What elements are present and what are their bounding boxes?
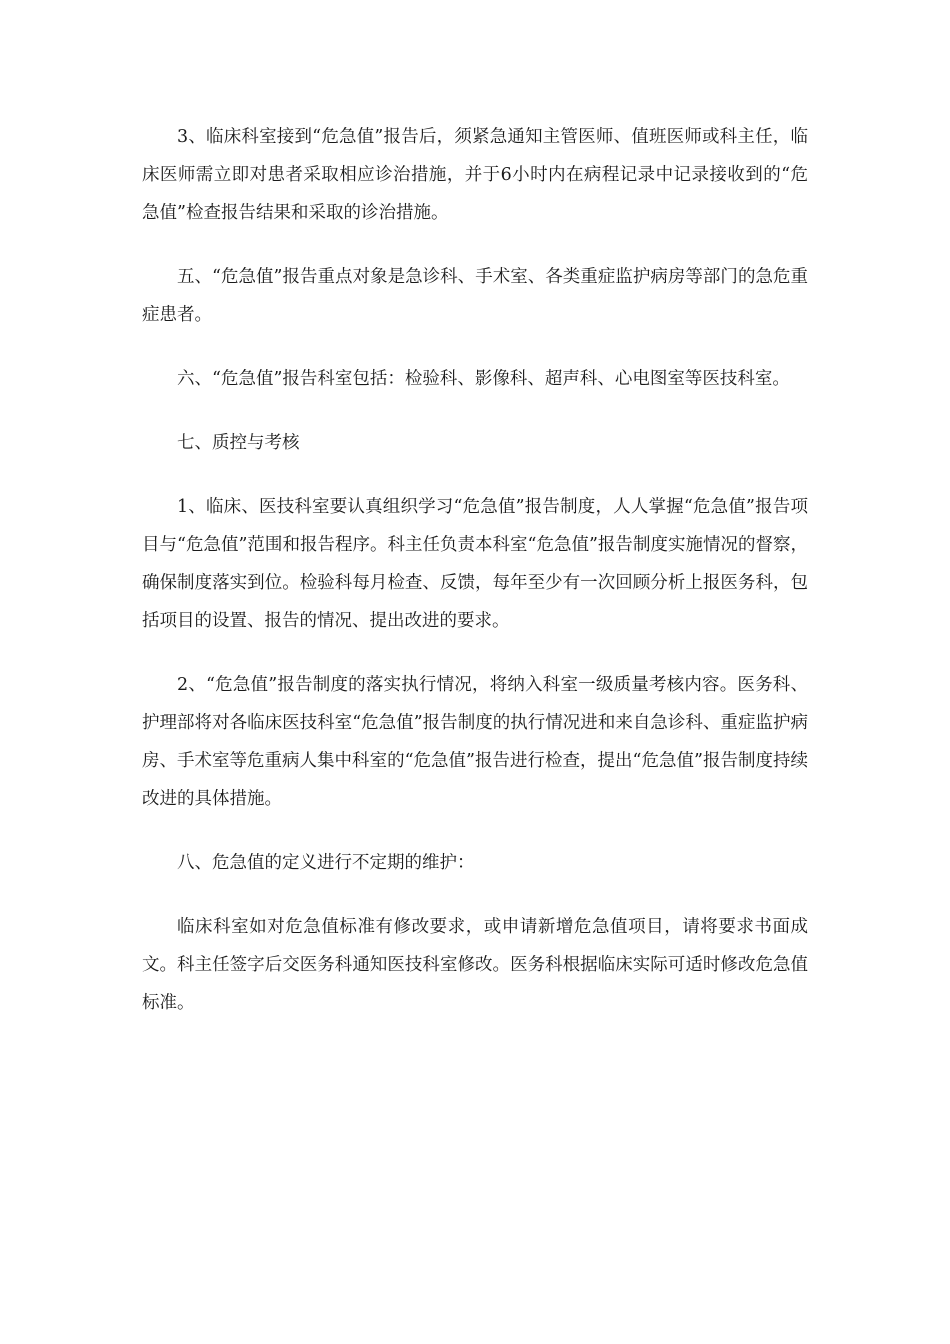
paragraph-key-targets: 五、“危急值”报告重点对象是急诊科、手术室、各类重症监护病房等部门的急危重症患者。 (142, 267, 808, 325)
paragraph-reporting-departments: 六、“危急值”报告科室包括：检验科、影像科、超声科、心电图室等医技科室。 (177, 369, 790, 389)
document-body (142, 118, 808, 1048)
paragraph-assessment: 2、“危急值”报告制度的落实执行情况，将纳入科室一级质量考核内容。医务科、护理部将对各临床医技科室“危急值”报告制度的执行情况进和来自急诊科、重症监护病房、手术室等危重病人集中科室的“危急值”报告进行检查，提出“危急值”报告制度持续改进的具体措施。 (142, 675, 808, 809)
paragraph-notify-physician: 3、临床科室接到“危急值”报告后，须紧急通知主管医师、值班医师或科主任，临床医师需立即对患者采取相应诊治措施，并于6小时内在病程记录中记录接收到的“危急值”检查报告结果和采取的诊治措施。 (142, 127, 808, 223)
section-heading-quality-control: 七、质控与考核 (177, 433, 300, 453)
section-heading-maintenance: 八、危急值的定义进行不定期的维护： (177, 853, 475, 873)
paragraph-standard-revision: 临床科室如对危急值标准有修改要求，或申请新增危急值项目，请将要求书面成文。科主任签字后交医务科通知医技科室修改。医务科根据临床实际可适时修改危急值标准。 (142, 917, 808, 1013)
paragraph-training-and-supervision: 1、临床、医技科室要认真组织学习“危急值”报告制度，人人掌握“危急值”报告项目与“危急值”范围和报告程序。科主任负责本科室“危急值”报告制度实施情况的督察，确保制度落实到位。检验科每月检查、反馈，每年至少有一次回顾分析上报医务科，包括项目的设置、报告的情况、提出改进的要求。 (142, 497, 808, 631)
